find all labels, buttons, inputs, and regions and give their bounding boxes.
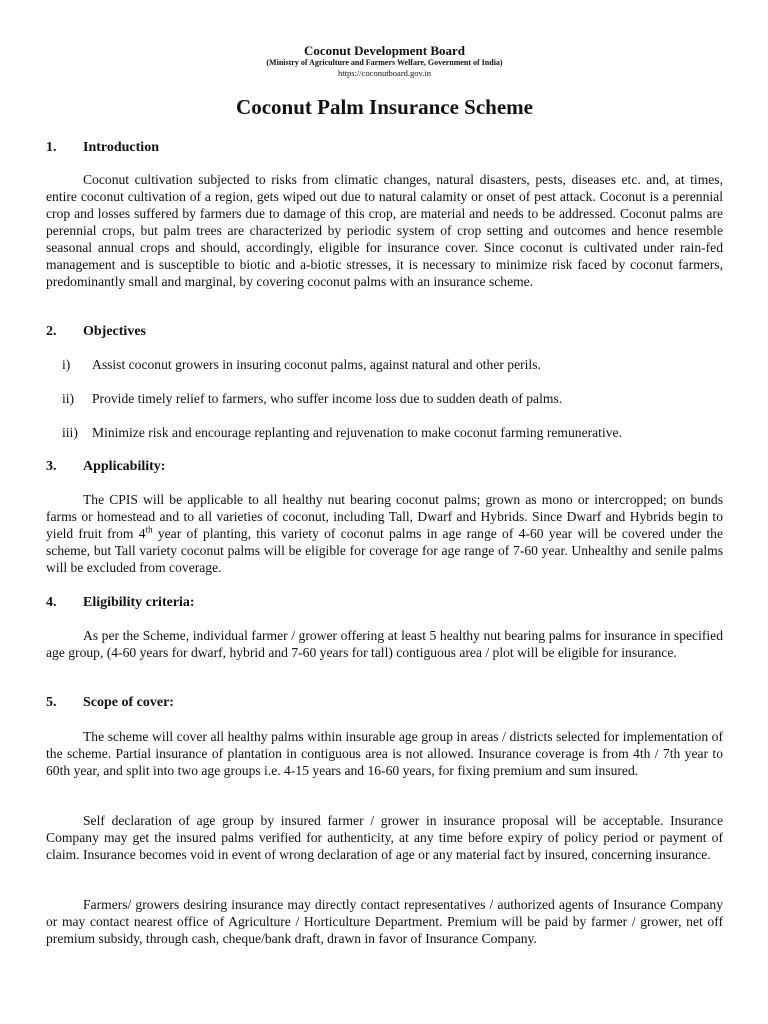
section-title: Applicability: bbox=[83, 459, 166, 474]
list-text: Assist coconut growers in insuring coconut palms, against natural and other perils. bbox=[92, 357, 541, 372]
section-heading bbox=[46, 458, 723, 475]
paragraph-part: year of planting, this variety of coconut palms in age range of 4-60 year will be covered under the scheme, but Tall variety coconut palms will be eligible for coverage for age range of 7-60 year. Unhealthy and senile palms will be excluded from coverage. bbox=[46, 526, 723, 575]
paragraph-part: The CPIS will be applicable to all healthy nut bearing coconut palms; grown as mono or intercropped; on bunds farms or homestead and to all varieties of coconut, including Tall, Dwarf and Hybrids. Since Dwarf and Hybrids begin to yield fruit from 4 bbox=[46, 492, 723, 541]
section-heading bbox=[46, 694, 723, 711]
paragraph: Coconut cultivation subjected to risks from climatic changes, natural disasters, pests, diseases etc. and, at times, entire coconut cultivation of a region, gets wiped out due to natural calamity or onset of pest attack. Coconut is a perennial crop and losses suffered by farmers due to damage of this crop, are material and needs to be addressed. Coconut palms are perennial crops, but palm trees are characterized by periodic system of crop setting and outcomes and hence resemble seasonal annual crops and should, accordingly, eligible for insurance cover. Since coconut is cultivated under rain-fed management and is susceptible to biotic and a-biotic stresses, it is necessary to minimize risk faced by coconut farmers, predominantly small and marginal, by covering coconut palms with an insurance scheme. bbox=[46, 172, 723, 289]
section-heading bbox=[46, 594, 723, 611]
paragraph: Self declaration of age group by insured farmer / grower in insurance proposal will be acceptable. Insurance Company may get the insured palms verified for authenticity, at any time before expiry of policy period or payment of claim. Insurance becomes void in event of wrong declaration of age or any material fact by insured, concerning insurance. bbox=[46, 813, 723, 862]
section-title: Scope of cover: bbox=[83, 695, 174, 710]
section-objectives bbox=[46, 323, 723, 340]
eligibility-body bbox=[46, 627, 723, 661]
page-title: Coconut Palm Insurance Scheme bbox=[236, 95, 533, 119]
list-marker: ii) bbox=[62, 391, 75, 406]
scope-body-1 bbox=[46, 728, 723, 779]
list-marker: iii) bbox=[62, 425, 78, 440]
list-text: Minimize risk and encourage replanting and rejuvenation to make coconut farming remunerative. bbox=[92, 425, 622, 440]
header-url: https://coconutboard.gov.in bbox=[338, 68, 431, 78]
list-item bbox=[62, 356, 723, 373]
superscript: th bbox=[145, 524, 153, 535]
section-number: 3. bbox=[46, 459, 57, 474]
paragraph: The scheme will cover all healthy palms within insurable age group in areas / districts selected for implementation of the scheme. Partial insurance of plantation in contiguous area is not allowed. Insurance coverage is from 4th / 7th year to 60th year, and split into two age groups i.e. 4-15 years and 16-60 years, for fixing premium and sum insured. bbox=[46, 729, 723, 778]
section-number: 1. bbox=[46, 140, 57, 155]
list-item bbox=[62, 390, 723, 407]
header-ministry: (Ministry of Agriculture and Farmers Welfare, Government of India) bbox=[266, 58, 503, 67]
section-number: 5. bbox=[46, 695, 57, 710]
section-scope-of-cover bbox=[46, 694, 723, 711]
section-applicability bbox=[46, 458, 723, 475]
applicability-body bbox=[46, 491, 723, 576]
paragraph bbox=[46, 491, 723, 576]
section-title: Eligibility criteria: bbox=[83, 595, 195, 610]
section-eligibility bbox=[46, 594, 723, 611]
paragraph: As per the Scheme, individual farmer / grower offering at least 5 healthy nut bearing palms for insurance in specified age group, (4-60 years for dwarf, hybrid and 7-60 years for tall) contiguous area / plot will be eligible for insurance. bbox=[46, 628, 723, 660]
section-number: 4. bbox=[46, 595, 57, 610]
scope-body-2 bbox=[46, 812, 723, 863]
introduction-body bbox=[46, 171, 723, 290]
header-organization: Coconut Development Board bbox=[303, 43, 466, 58]
section-number: 2. bbox=[46, 324, 57, 339]
section-heading bbox=[46, 139, 723, 156]
paragraph: Farmers/ growers desiring insurance may directly contact representatives / authorized agents of Insurance Company or may contact nearest office of Agriculture / Horticulture Department. Premium will be paid by farmer / grower, net off premium subsidy, through cash, cheque/bank draft, drawn in favor of Insurance Company. bbox=[46, 897, 723, 946]
section-title: Objectives bbox=[83, 324, 146, 339]
section-title: Introduction bbox=[83, 140, 159, 155]
list-text: Provide timely relief to farmers, who suffer income loss due to sudden death of palms. bbox=[92, 391, 563, 406]
section-heading bbox=[46, 323, 723, 340]
list-item bbox=[62, 424, 723, 441]
list-marker: i) bbox=[62, 357, 71, 372]
section-introduction bbox=[46, 139, 723, 156]
scope-body-3 bbox=[46, 896, 723, 947]
